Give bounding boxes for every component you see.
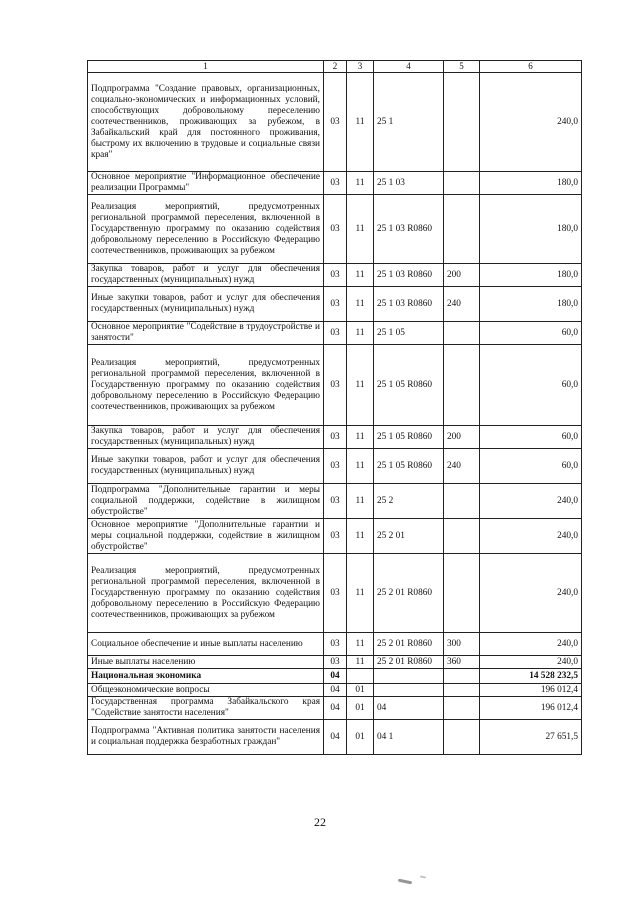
row-subsection-cell: 01 [347,684,374,697]
row-amount-cell: 240,0 [480,484,582,519]
row-target-article-cell: 25 1 05 R0860 [374,449,444,484]
row-subsection-cell: 11 [347,264,374,287]
row-expense-type-cell [444,322,480,345]
row-section-cell: 04 [324,720,347,755]
row-section-cell: 03 [324,633,347,656]
row-section-cell: 03 [324,73,347,172]
row-section-cell: 03 [324,195,347,264]
row-target-article-cell: 04 1 [374,720,444,755]
row-target-article-cell: 25 2 01 R0860 [374,633,444,656]
row-amount-cell: 180,0 [480,195,582,264]
row-target-article-cell: 25 1 [374,73,444,172]
row-name-cell: Реализация мероприятий, предусмотренных региональной программой переселения, включенной в Государственную программу по оказанию содействия добровольному переселению в Российскую Федерацию соотечественников, проживающих за рубежом [88,345,324,426]
header-col-1: 1 [88,61,324,73]
row-amount-cell: 240,0 [480,519,582,554]
row-section-cell: 03 [324,287,347,322]
row-name-cell: Основное мероприятие "Информационное обеспечение реализации Программы" [88,172,324,195]
row-amount-cell: 196 012,4 [480,697,582,720]
table-row [88,449,582,484]
row-target-article-cell: 04 [374,697,444,720]
row-section-cell: 03 [324,264,347,287]
row-expense-type-cell: 200 [444,426,480,449]
row-name-cell: Иные закупки товаров, работ и услуг для обеспечения государственных (муниципальных) нужд [88,287,324,322]
table-row [88,345,582,426]
row-subsection-cell: 11 [347,172,374,195]
row-section-cell: 04 [324,669,347,684]
row-amount-cell: 27 651,5 [480,720,582,755]
row-target-article-cell [374,684,444,697]
row-expense-type-cell: 240 [444,287,480,322]
table-row [88,287,582,322]
table-row [88,426,582,449]
row-subsection-cell: 11 [347,426,374,449]
row-expense-type-cell [444,697,480,720]
row-subsection-cell: 11 [347,345,374,426]
row-name-cell: Подпрограмма "Дополнительные гарантии и меры социальной поддержки, содействие в жилищном обустройстве" [88,484,324,519]
row-subsection-cell: 01 [347,697,374,720]
row-target-article-cell: 25 1 03 [374,172,444,195]
row-target-article-cell: 25 1 03 R0860 [374,287,444,322]
row-section-cell: 03 [324,449,347,484]
row-expense-type-cell [444,73,480,172]
row-expense-type-cell [444,172,480,195]
row-target-article-cell: 25 1 05 R0860 [374,426,444,449]
row-subsection-cell: 11 [347,656,374,669]
row-target-article-cell: 25 2 01 R0860 [374,656,444,669]
row-target-article-cell: 25 2 [374,484,444,519]
row-target-article-cell: 25 1 05 R0860 [374,345,444,426]
header-col-3: 3 [347,61,374,73]
row-amount-cell: 196 012,4 [480,684,582,697]
row-section-cell: 03 [324,656,347,669]
row-amount-cell: 240,0 [480,73,582,172]
table-header-row [88,61,582,73]
table-row [88,195,582,264]
row-name-cell: Подпрограмма "Активная политика занятости населения и социальная поддержка безработных граждан" [88,720,324,755]
table-row [88,656,582,669]
header-col-2: 2 [324,61,347,73]
row-subsection-cell: 11 [347,633,374,656]
row-amount-cell: 60,0 [480,322,582,345]
row-name-cell: Иные закупки товаров, работ и услуг для обеспечения государственных (муниципальных) нужд [88,449,324,484]
row-name-cell: Общеэкономические вопросы [88,684,324,697]
row-name-cell: Социальное обеспечение и иные выплаты населению [88,633,324,656]
row-section-cell: 04 [324,697,347,720]
row-expense-type-cell: 200 [444,264,480,287]
row-expense-type-cell [444,195,480,264]
table-row [88,172,582,195]
row-expense-type-cell [444,519,480,554]
row-amount-cell: 60,0 [480,449,582,484]
row-name-cell: Закупка товаров, работ и услуг для обеспечения государственных (муниципальных) нужд [88,426,324,449]
row-name-cell: Основное мероприятие "Содействие в трудоустройстве и занятости" [88,322,324,345]
row-name-cell: Реализация мероприятий, предусмотренных региональной программой переселения, включенной в Государственную программу по оказанию содействия добровольному переселению в Российскую Федерацию соотечественников, проживающих за рубежом [88,554,324,633]
row-name-cell: Закупка товаров, работ и услуг для обеспечения государственных (муниципальных) нужд [88,264,324,287]
table-row [88,633,582,656]
row-subsection-cell: 11 [347,449,374,484]
row-target-article-cell [374,669,444,684]
row-section-cell: 03 [324,519,347,554]
row-expense-type-cell: 300 [444,633,480,656]
row-expense-type-cell: 360 [444,656,480,669]
row-amount-cell: 180,0 [480,264,582,287]
table-row [88,484,582,519]
row-section-cell: 03 [324,345,347,426]
row-amount-cell: 14 528 232,5 [480,669,582,684]
scan-artifact-small [420,875,426,878]
row-subsection-cell: 11 [347,554,374,633]
row-name-cell: Национальная экономика [88,669,324,684]
row-expense-type-cell [444,554,480,633]
row-subsection-cell: 11 [347,195,374,264]
row-target-article-cell: 25 1 03 R0860 [374,264,444,287]
row-expense-type-cell [444,669,480,684]
row-target-article-cell: 25 1 03 R0860 [374,195,444,264]
page-number: 22 [314,815,326,829]
row-subsection-cell: 11 [347,322,374,345]
row-subsection-cell: 11 [347,519,374,554]
row-expense-type-cell [444,684,480,697]
scan-artifact [398,879,412,885]
row-name-cell: Основное мероприятие "Дополнительные гарантии и меры социальной поддержки, содействие в жилищном обустройстве" [88,519,324,554]
row-amount-cell: 240,0 [480,656,582,669]
row-section-cell: 03 [324,322,347,345]
table-row [88,669,582,684]
row-amount-cell: 60,0 [480,345,582,426]
table-row [88,264,582,287]
table-row [88,720,582,755]
row-amount-cell: 60,0 [480,426,582,449]
table-row [88,697,582,720]
row-subsection-cell: 11 [347,73,374,172]
row-subsection-cell [347,669,374,684]
row-expense-type-cell [444,484,480,519]
budget-table [87,60,582,755]
row-target-article-cell: 25 1 05 [374,322,444,345]
header-col-4: 4 [374,61,444,73]
row-name-cell: Иные выплаты населению [88,656,324,669]
table-row [88,73,582,172]
row-section-cell: 03 [324,554,347,633]
table-row [88,519,582,554]
row-section-cell: 03 [324,172,347,195]
row-name-cell: Государственная программа Забайкальского края "Содействие занятости населения" [88,697,324,720]
row-amount-cell: 240,0 [480,554,582,633]
header-col-5: 5 [444,61,480,73]
table-row [88,554,582,633]
row-subsection-cell: 01 [347,720,374,755]
table-body [88,61,582,755]
table-row [88,322,582,345]
row-name-cell: Реализация мероприятий, предусмотренных региональной программой переселения, включенной в Государственную программу по оказанию содействия добровольному переселению в Российскую Федерацию соотечественников, проживающих за рубежом [88,195,324,264]
row-section-cell: 03 [324,484,347,519]
row-section-cell: 04 [324,684,347,697]
row-target-article-cell: 25 2 01 [374,519,444,554]
row-amount-cell: 240,0 [480,633,582,656]
row-section-cell: 03 [324,426,347,449]
row-target-article-cell: 25 2 01 R0860 [374,554,444,633]
row-subsection-cell: 11 [347,484,374,519]
header-col-6: 6 [480,61,582,73]
row-name-cell: Подпрограмма "Создание правовых, организационных, социально-экономических и информационных условий, способствующих добровольному переселению соотечественников, проживающих за рубежом, в Забайкальский край для постоянного проживания, быстрому их включению в трудовые и социальные связи края" [88,73,324,172]
table-row [88,684,582,697]
row-amount-cell: 180,0 [480,287,582,322]
row-expense-type-cell [444,720,480,755]
row-amount-cell: 180,0 [480,172,582,195]
row-subsection-cell: 11 [347,287,374,322]
row-expense-type-cell: 240 [444,449,480,484]
row-expense-type-cell [444,345,480,426]
